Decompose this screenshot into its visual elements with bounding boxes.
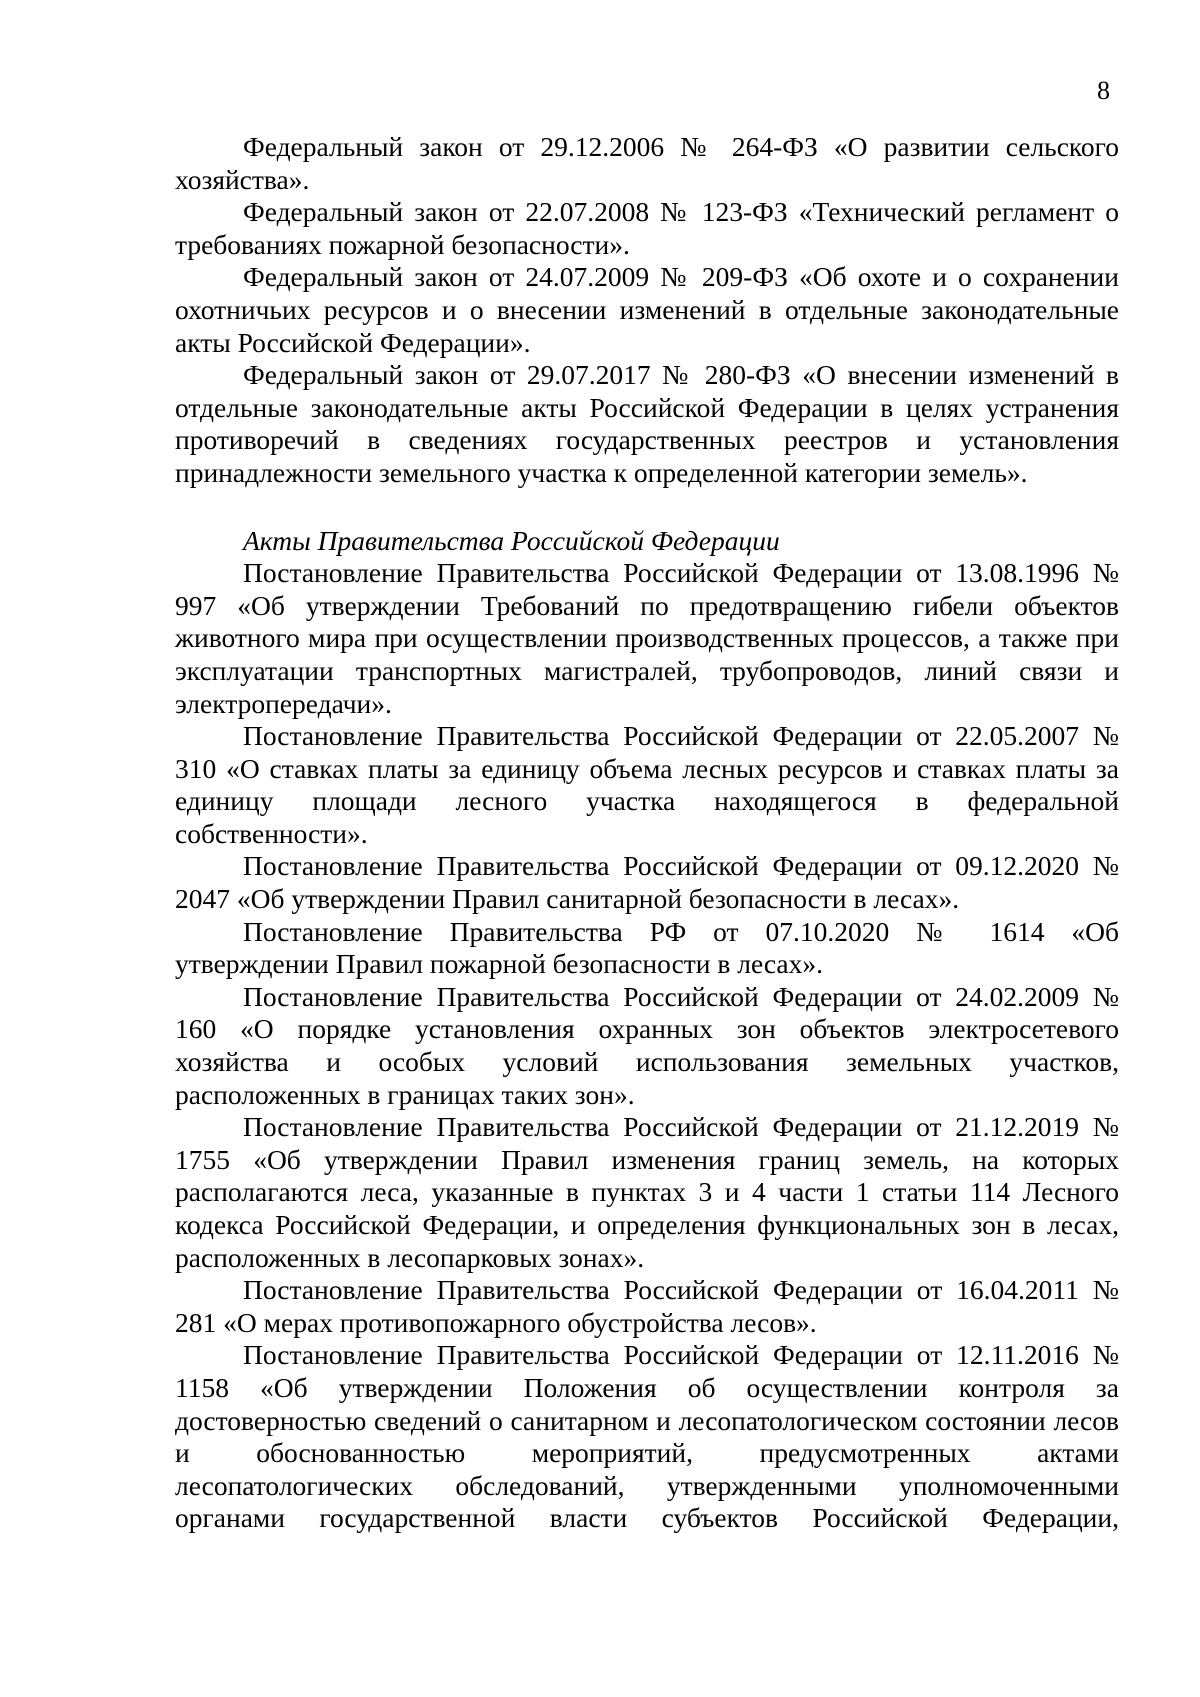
federal-law-280: Федеральный закон от 29.07.2017 № 280-ФЗ «О внесении изменений в отдельные законодательные акты Российской Федерации в целях устранения противоречий в сведениях государственных реестров и установления принадлежности земельного участка к определенной категории земель». (175, 359, 1119, 488)
federal-law-209: Федеральный закон от 24.07.2009 № 209-ФЗ «Об охоте и о сохранении охотничьих ресурсов и о внесении изменений в отдельные законодательные акты Российской Федерации». (175, 261, 1119, 358)
federal-law-264: Федеральный закон от 29.12.2006 № 264-ФЗ «О развитии сельского хозяйства». (175, 131, 1119, 195)
government-act-2047: Постановление Правительства Российской Федерации от 09.12.2020 № 2047 «Об утверждении Правил санитарной безопасности в лесах». (175, 850, 1119, 915)
page-number: 8 (1097, 76, 1110, 105)
government-act-1158: Постановление Правительства Российской Федерации от 12.11.2016 № 1158 «Об утверждении Положения об осуществлении контроля за достоверностью сведений о санитарном и лесопатологическом состоянии лесов и обоснованностью мероприятий, предусмотренных актами лесопатологических обследований, утвержденными уполномоченными органами государственной власти субъектов Российской Федерации, (175, 1339, 1119, 1534)
government-act-310: Постановление Правительства Российской Федерации от 22.05.2007 № 310 «О ставках платы за единицу объема лесных ресурсов и ставках платы за единицу площади лесного участка находящегося в федеральной собственности». (175, 720, 1119, 849)
government-act-281: Постановление Правительства Российской Федерации от 16.04.2011 № 281 «О мерах противопожарного обустройства лесов». (175, 1274, 1119, 1338)
government-act-160: Постановление Правительства Российской Федерации от 24.02.2009 № 160 «О порядке установления охранных зон объектов электросетевого хозяйства и особых условий использования земельных участков, расположенных в границах таких зон». (175, 980, 1119, 1110)
government-act-1614: Постановление Правительства РФ от 07.10.2020 № 1614 «Об утверждении Правил пожарной безопасности в лесах». (175, 915, 1119, 980)
government-act-1755: Постановление Правительства Российской Федерации от 21.12.2019 № 1755 «Об утверждении Правил изменения границ земель, на которых располагаются леса, указанные в пунктах 3 и 4 части 1 статьи 114 Лесного кодекса Российской Федерации, и определения функциональных зон в лесах, расположенных в лесопарковых зонах». (175, 1111, 1119, 1273)
page-body (175, 131, 1119, 1535)
section-heading: Акты Правительства Российской Федерации (243, 524, 780, 556)
federal-law-123: Федеральный закон от 22.07.2008 № 123-ФЗ «Технический регламент о требованиях пожарной безопасности». (175, 196, 1119, 260)
government-act-997: Постановление Правительства Российской Федерации от 13.08.1996 № 997 «Об утверждении Требований по предотвращению гибели объектов животного мира при осуществлении производственных процессов, а также при эксплуатации транспортных магистралей, трубопроводов, линий связи и электропередачи». (175, 557, 1119, 719)
